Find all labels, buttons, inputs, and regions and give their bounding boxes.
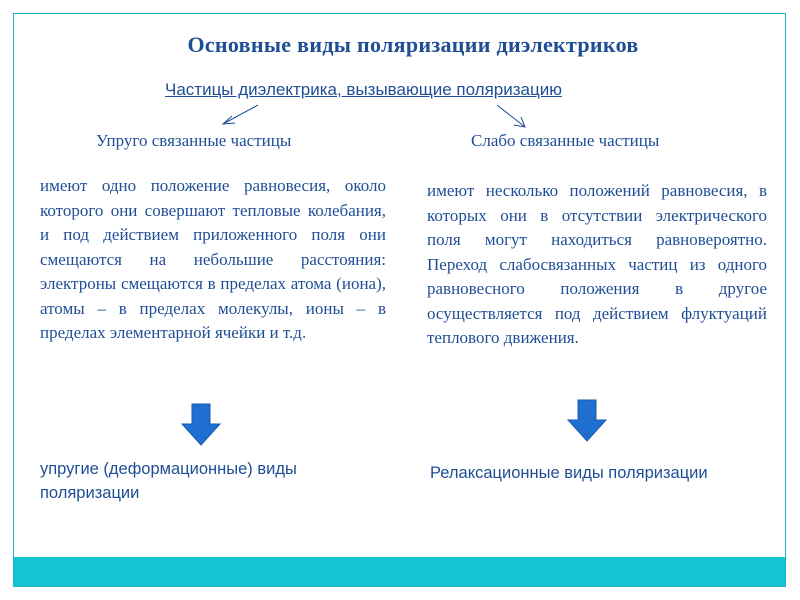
right-description: имеют несколько положений равновесия, в которых они в отсутствии электрического поля могут находиться равновероятно. Переход слабосвязанных частиц из одного равновесного положения в другое осуществляется под действием флуктуаций теплового движения. [427, 181, 767, 347]
right-column-heading: Слабо связанные частицы [471, 131, 660, 150]
left-result: упругие (деформационные) виды поляризации [40, 460, 297, 502]
down-arrow-icon [180, 403, 222, 447]
bottom-bar [14, 557, 785, 586]
right-result: Релаксационные виды поляризации [430, 464, 708, 482]
left-description: имеют одно положение равновесия, около которого они совершают тепловые колебания, и под действием приложенного поля они смещаются на небольшие расстояния: электроны смещаются в пределах атома (иона), атомы – в пределах молекулы, ионы – в пределах элементарной ячейки и т.д. [40, 176, 386, 342]
subtitle: Частицы диэлектрика, вызывающие поляризацию [165, 80, 562, 99]
left-column-heading: Упруго связанные частицы [96, 131, 292, 150]
page-title: Основные виды поляризации диэлектриков [187, 32, 639, 57]
down-arrow-icon [566, 399, 608, 443]
